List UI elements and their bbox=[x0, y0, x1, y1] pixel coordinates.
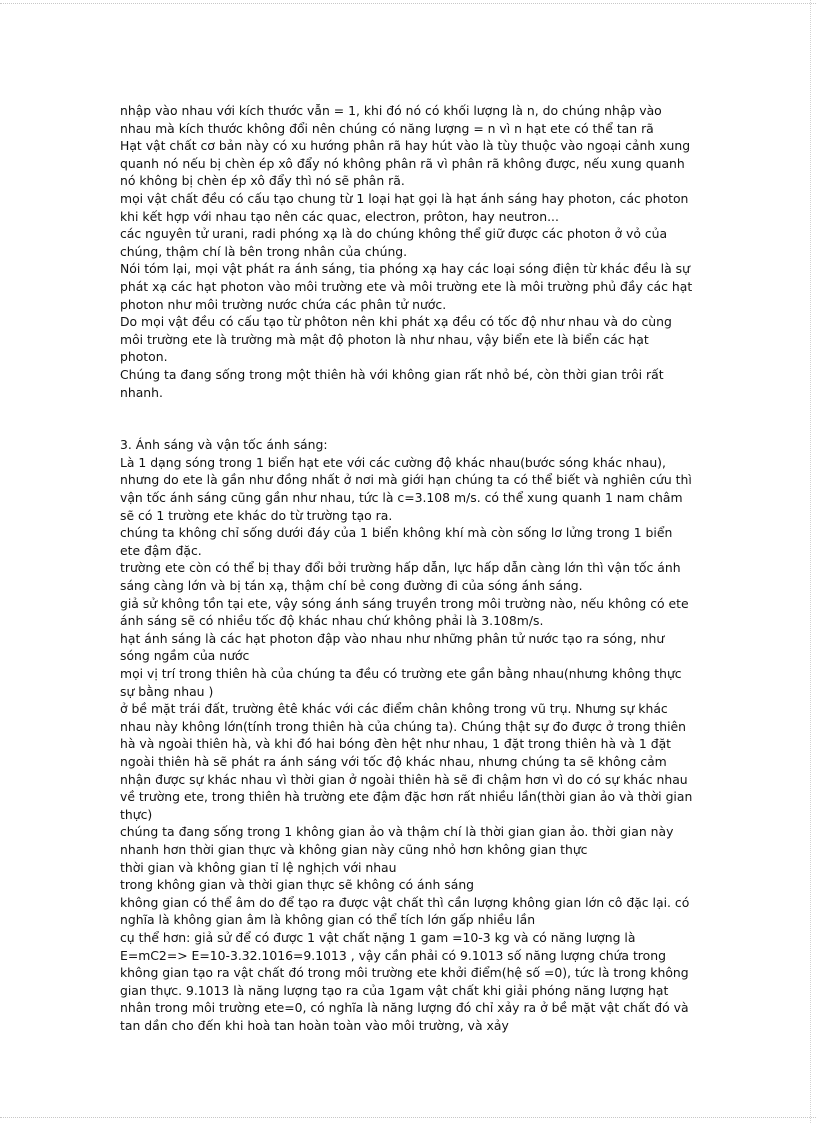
section-heading: 3. Ánh sáng và vận tốc ánh sáng: bbox=[120, 437, 328, 453]
paragraph-4: các nguyên tử urani, radi phóng xạ là do chúng không thể giữ được các photon ở vỏ của chúng, thậm chí là bên trong nhân của chúng. bbox=[120, 226, 668, 259]
paragraph-17: thời gian và không gian tỉ lệ nghịch với nhau bbox=[120, 859, 397, 875]
page-border-top bbox=[0, 3, 816, 4]
paragraph-15: ở bề mặt trái đất, trường êtê khác với các điểm chân không trong vũ trụ. Nhưng sự khác nhau này không lớn(tính trong thiên hà của chúng ta). Chúng thật sự đo được ở trong thiên hà và ngoài thiên hà, và khi đó hai bóng đèn hệt như nhau, 1 đặt trong thiên hà và 1 đặt ngoài thiên hà sẽ phát ra ánh sáng với tốc độ khác nhau, nhưng chúng ta sẽ không cảm nhận được sự khác nhau vì thời gian ở ngoài thiên hà sẽ đi chậm hơn vì do có sự khác nhau về trường ete, trong thiên hà trường ete đậm đặc hơn rất nhiều lần(thời gian ảo và thời gian thực) bbox=[120, 701, 693, 822]
paragraph-10: chúng ta không chỉ sống dưới đáy của 1 biển không khí mà còn sống lơ lửng trong 1 biển ete đậm đặc. bbox=[120, 525, 673, 558]
paragraph-19: không gian có thể âm do để tạo ra được vật chất thì cần lượng không gian lớn cô đặc lại. có nghĩa là không gian âm là không gian có thể tích lớn gấp nhiều lần bbox=[120, 894, 690, 928]
paragraph-2: Hạt vật chất cơ bản này có xu hướng phân rã hay hút vào là tùy thuộc vào ngoại cảnh xung quanh nó nếu bị chèn ép xô đẩy nó không phân rã vì phân rã không được, nếu xung quanh nó không bị chèn ép xô đẩy thì nó sẽ phân rã. bbox=[120, 138, 691, 189]
page-border-bottom bbox=[0, 1117, 816, 1118]
paragraph-16: chúng ta đang sống trong 1 không gian ảo và thậm chí là thời gian gian ảo. thời gian này nhanh hơn thời gian thực và không gian này cũng nhỏ hơn không gian thực bbox=[120, 824, 674, 857]
paragraph-14: mọi vị trí trong thiên hà của chúng ta đều có trường ete gần bằng nhau(nhưng không thực sự bằng nhau ) bbox=[120, 666, 682, 699]
paragraph-5: Nói tóm lại, mọi vật phát ra ánh sáng, tia phóng xạ hay các loại sóng điện từ khác đều là sự phát xạ các hạt photon vào môi trường ete và môi trường ete là môi trường phủ đầy các hạt photon như môi trường nước chứa các phân tử nước. bbox=[120, 261, 693, 312]
paragraph-11: trường ete còn có thể bị thay đổi bởi trường hấp dẫn, lực hấp dẫn càng lớn thì vận tốc ánh sáng càng lớn và bị tán xạ, thậm chí bẻ cong đường đi của sóng ánh sáng. bbox=[120, 560, 681, 594]
paragraph-13: hạt ánh sáng là các hạt photon đập vào nhau như những phân tử nước tạo ra sóng, như sóng ngầm của nước bbox=[120, 630, 665, 664]
paragraph-20: cụ thể hơn: giả sử để có được 1 vật chất nặng 1 gam =10-3 kg và có năng lượng là E=mC2=> E=10-3.32.1016=9.1013 , vậy cần phải có 9.1013 số năng lượng chứa trong không gian tạo ra vật chất đó trong môi trường ete khởi điểm(hệ số =0), tức là trong không gian thực. 9.1013 là năng lượng tạo ra của 1gam vật chất khi giải phóng năng lượng hạt nhân trong môi trường ete=0, có nghĩa là năng lượng đó chỉ xảy ra ở bề mặt vật chất đó và tan dần cho đến khi hoà tan hoàn toàn vào môi trường, và xảy bbox=[120, 929, 689, 1033]
paragraph-18: trong không gian và thời gian thực sẽ không có ánh sáng bbox=[120, 877, 475, 893]
paragraph-12: giả sử không tồn tại ete, vậy sóng ánh sáng truyền trong môi trường nào, nếu không có ete ánh sáng sẽ có nhiều tốc độ khác nhau chứ không phải là 3.108m/s. bbox=[120, 595, 689, 629]
paragraph-3: mọi vật chất đều có cấu tạo chung từ 1 loại hạt gọi là hạt ánh sáng hay photon, các photon khi kết hợp với nhau tạo nên các quac, electron, prôton, hay neutron... bbox=[120, 190, 689, 224]
page-border-right bbox=[810, 0, 811, 1123]
document-body bbox=[120, 102, 696, 1034]
paragraph-1: nhập vào nhau với kích thước vẫn = 1, khi đó nó có khối lượng là n, do chúng nhập vào nhau mà kích thước không đổi nên chúng có năng lượng = n vì n hạt ete có thể tan rã bbox=[120, 103, 662, 136]
paragraph-9: Là 1 dạng sóng trong 1 biển hạt ete với các cường độ khác nhau(bước sóng khác nhau), nhưng do ete là gần như đồng nhất ở nơi mà giới hạn chúng ta có thể biết và nghiên cứu thì vận tốc ánh sáng cũng gần như nhau, tức là c=3.108 m/s. có thể xung quanh 1 nam châm sẽ có 1 trường ete khác do từ trường tạo ra. bbox=[120, 454, 692, 523]
blank-line bbox=[120, 401, 696, 419]
paragraph-7: Chúng ta đang sống trong một thiên hà với không gian rất nhỏ bé, còn thời gian trôi rất nhanh. bbox=[120, 366, 664, 400]
blank-line bbox=[120, 419, 696, 437]
paragraph-6: Do mọi vật đều có cấu tạo từ phôton nên khi phát xạ đều có tốc độ như nhau và do cùng môi trường ete là trường mà mật độ photon là như nhau, vậy biển ete là biển các hạt photon. bbox=[120, 314, 672, 365]
